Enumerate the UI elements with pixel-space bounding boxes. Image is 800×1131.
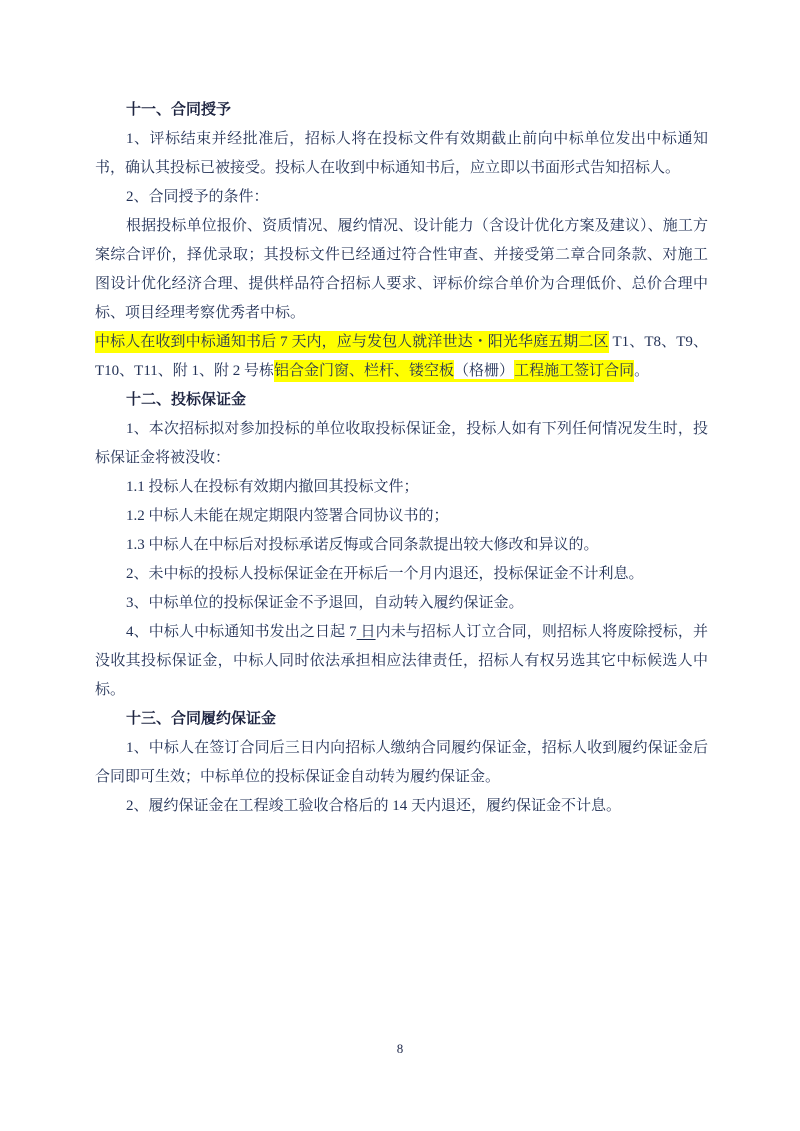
paragraph-12-1-3: 1.3 中标人在中标后对投标承诺反悔或合同条款提出较大修改和异议的。 [126,537,599,553]
paragraph-11-3: 根据投标单位报价、资质情况、履约情况、设计能力（含设计优化方案及建议）、施工方案综合评价，择优录取；其投标文件已经通过符合性审查、并接受第二章合同条款、对施工图设计优化经济合理、提供样品符合招标人要求、评标价综合单价为合理低价、总价合理中标、项目经理考察优秀者中标。 [95,218,708,321]
highlighted-text-contract: 工程施工签订合同 [514,360,634,382]
paragraph-13-2: 2、履约保证金在工程竣工验收合格后的 14 天内退还，履约保证金不计息。 [126,798,622,814]
paragraph-12-4 [95,618,708,705]
paragraph-12-1-1: 1.1 投标人在投标有效期内撤回其投标文件； [126,479,419,495]
paragraph-12-1-2: 1.2 中标人未能在规定期限内签署合同协议书的； [126,508,449,524]
paragraph-11-2: 2、合同授予的条件： [126,189,269,205]
section-heading-12: 十二、投标保证金 [126,392,247,408]
section-heading-11: 十一、合同授予 [126,102,232,118]
paragraph-11-1: 1、评标结束并经批准后，招标人将在投标文件有效期截止前向中标单位发出中标通知书，确认其投标已被接受。投标人在收到中标通知书后，应立即以书面形式告知招标人。 [95,131,708,176]
section-heading-13: 十三、合同履约保证金 [126,711,277,727]
contract-signing-paragraph [95,328,708,386]
underlined-text-day: 日 [356,624,376,640]
highlighted-text-project: 中标人在收到中标通知书后 7 天内，应与发包人就洋世达・阳光华庭五期二区 [95,331,609,353]
plain-text-grille: （格栅） [454,360,514,382]
paragraph-12-2: 2、未中标的投标人投标保证金在开标后一个月内退还，投标保证金不计利息。 [126,566,644,582]
paragraph-12-3: 3、中标单位的投标保证金不予退回，自动转入履约保证金。 [126,595,524,611]
document-body [95,96,708,821]
paragraph-12-1: 1、本次招标拟对参加投标的单位收取投标保证金，投标人如有下列任何情况发生时，投标保证金将被没收： [95,421,708,466]
plain-text-deadline-rest: 内未与招标人订立合同，则招标人将废除授标，并没收其投标保证金，中标人同时依法承担相应法律责任，招标人有权另选其它中标候选人中标。 [95,624,708,698]
page-number: 8 [396,1041,404,1056]
plain-text-buildings: T1、T8、T9、T10、T11、附 1、附 2 号栋 [95,334,708,379]
paragraph-13-1: 1、中标人在签订合同后三日内向招标人缴纳合同履约保证金，招标人收到履约保证金后合同即可生效；中标单位的投标保证金自动转为履约保证金。 [95,740,708,785]
highlighted-text-scope: 铝合金门窗、栏杆、镂空板 [274,360,454,382]
plain-text-period: 。 [634,363,650,379]
plain-text-deadline-start: 4、中标人中标通知书发出之日起 7 [126,624,357,640]
